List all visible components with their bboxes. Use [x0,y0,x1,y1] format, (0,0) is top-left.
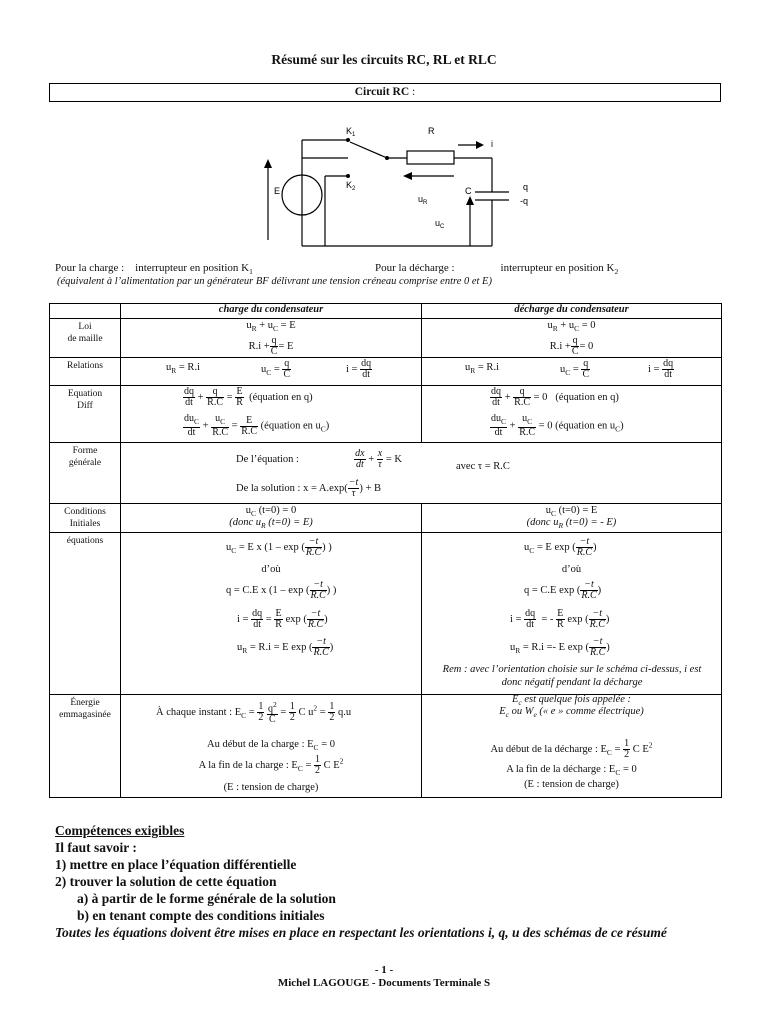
competence-line: Il faut savoir : [55,840,137,855]
competence-final-note: Toutes les équations doivent être mises en place en respectant les orientations i, q, u des schémas de ce résumé [55,925,667,940]
capacitor-label: C [465,186,472,196]
k2-label: $K_2$ [346,180,356,192]
section-colon: : [409,86,416,98]
forme-generale: De l’équation : $\frac{dx}{dt}$ + $\frac{x}{\tau}$ = K avec τ = R.C De la solution : x = A.exp( $\frac{-t}{\tau}$ ) + B [121,443,722,504]
conditions-decharge: $u_C$ (t=0) = E (donc $u_R$ (t=0) = - E) [422,504,722,533]
section-header [49,83,721,102]
row-label-energie: Énergie emmagasinée [50,695,121,798]
relations-decharge: $u_R = R.i$ $u_C$ = $\frac{q}{C}$ i = $\frac{dq}{dt}$ [422,358,722,386]
footer-author: Michel LAGOUGE - Documents Terminale S [277,977,491,989]
relations-charge: $u_R = R.i$ $u_C$ = $\frac{q}{C}$ i = $\frac{dq}{dt}$ [121,358,422,386]
col-header-decharge: décharge du condensateur [422,304,722,319]
charge-position: Pour la charge : interrupteur en position $K_1$ [55,262,253,277]
row-label-equation: Equation Diff [50,386,121,443]
tau-definition: avec τ = R.C [456,461,510,472]
charge-minus-label: -q [520,196,529,206]
charge-plus-label: q [523,182,529,192]
row-label-equations: équations [50,533,121,695]
orientation-remark: Rem : avec l’orientation choisie sur le schéma ci-dessus, i est donc négatif pendant la décharge [442,664,702,688]
row-label-relations: Relations [50,358,121,386]
row-label-conditions: Conditions Initiales [50,504,121,533]
equations-decharge: $u_C = E$ exp ( $\frac{-t}{R.C}$ ) d’où q = C.E exp ( $\frac{-t}{R.C}$ ) i = $\frac{dq}{dt}$ = - $\frac{E}{R}$ exp ( $\frac{-t}{R.C}$ ) $u_R = R.i =- E$ exp ( $\frac{-t}{R.C}$ ) Rem : avec l’orientation choisie sur le schéma ci-dessus, i est donc négatif pendant la décharge [422,533,722,695]
summary-table [49,303,722,798]
generator-note: (équivalent à l’alimentation par un générateur BF délivrant une tension créneau comprise entre 0 et E) [57,276,492,287]
decharge-position: Pour la décharge : interrupteur en position $K_2$ [375,262,619,277]
equation-decharge: $\frac{dq}{dt}$ + $\frac{q}{R.C}$ = 0 (équation en q) $\frac{du_C}{dt}$ + $\frac{u_C}{R.C}$ = 0 (équation en $u_C$) [422,386,722,443]
equations-charge: $u_C = E$ x (1 – exp ( $\frac{-t}{R.C}$ ) ) d’où q = C.E x (1 – exp ( $\frac{-t}{R.C}$ ) ) i = $\frac{dq}{dt}$ = $\frac{E}{R}$ exp ( $\frac{-t}{R.C}$ ) $u_R = R.i = E$ exp ( $\frac{-t}{R.C}$ ) [121,533,422,695]
col-header-charge: charge du condensateur [121,304,422,319]
row-label-forme: Forme générale [50,443,121,504]
competences-section [55,822,715,941]
competence-line: b) en tenant compte des conditions initiales [77,908,325,923]
row-label-loi: Loi de maille [50,319,121,358]
uc-label: $u_C$ [435,218,445,230]
competence-line: 1) mettre en place l’équation différentielle [55,857,297,872]
current-label: i [491,139,493,149]
ur-label: $u_R$ [418,194,428,206]
competences-heading: Compétences exigibles [55,823,185,838]
equation-charge: $\frac{dq}{dt}$ + $\frac{q}{R.C}$ = $\frac{E}{R}$ (équation en q) $\frac{du_C}{dt}$ + $\frac{u_C}{R.C}$ = $\frac{E}{R.C}$ (équation en $u_C$) [121,386,422,443]
rc-circuit-diagram [255,118,555,258]
page-title: Résumé sur les circuits RC, RL et RLC [271,52,497,67]
resistor-label: R [428,126,435,136]
competence-line: 2) trouver la solution de cette équation [55,874,277,889]
energie-decharge: $E_c$ est quelque fois appelée : $E_c$ ou $W_e$ (« e » comme électrique) Au début de la décharge : $E_C$ = $\frac{1}{2}$ C $E^2$ A la fin de la décharge : $E_C = 0$ (E : tension de charge) [422,695,722,798]
energie-charge: À chaque instant : $E_C$ = $\frac{1}{2}$ $\frac{q^2}{C}$ = $\frac{1}{2}$ C $u^2$ = $\frac{1}{2}$ q.u Au début de la charge : $E_C = 0$ A la fin de la charge : $E_C$ = $\frac{1}{2}$ C $E^2$ (E : tension de charge) [121,695,422,798]
competence-line: a) à partir de le forme générale de la solution [77,891,336,906]
page-number: - 1 - [374,964,394,976]
k1-label: $K_1$ [346,126,356,138]
section-title: Circuit RC [354,86,410,98]
emf-label: E [274,186,281,196]
loi-decharge: $u_R + u_C = 0$ R.i + $\frac{q}{C}$ = 0 [422,319,722,358]
conditions-charge: $u_C$ (t=0) = 0 (donc $u_R$ (t=0) = E) [121,504,422,533]
loi-charge: $u_R + u_C = E$ R.i + $\frac{q}{C}$ = E [121,319,422,358]
